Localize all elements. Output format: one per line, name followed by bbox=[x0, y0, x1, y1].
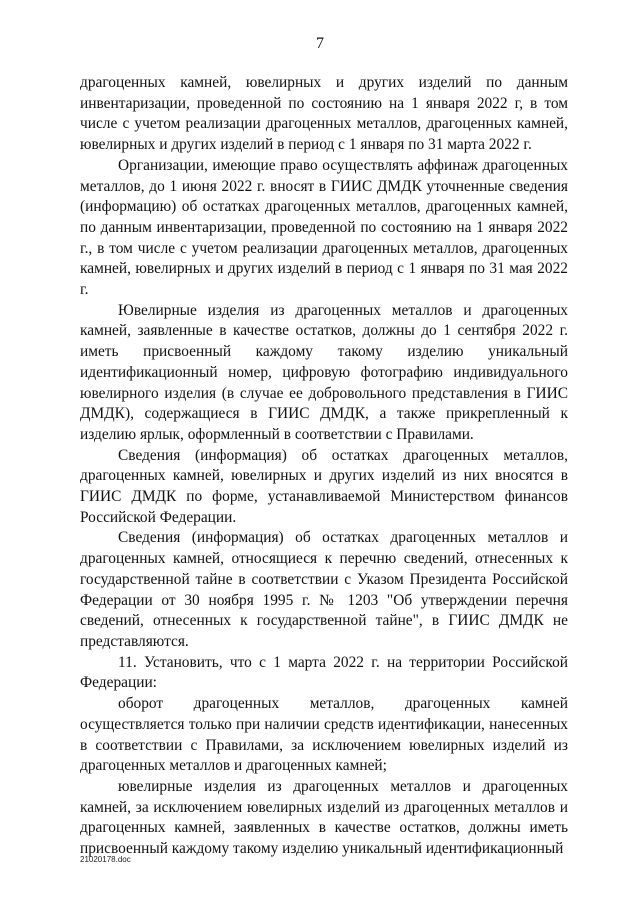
paragraph-refinery-organizations: Организации, имеющие право осуществлять аффинаж драгоценных металлов, до 1 июня 2022 г. вносят в ГИИС ДМДК уточненные сведения (информацию) об остатках драгоценных металлов, драгоценных камней, по данным инвентаризации, проведенной по состоянию на 1 января 2022 г., в том числе с учетом реализации драгоценных металлов, драгоценных камней, ювелирных и других изделий в период с 1 января по 31 мая 2022 г. bbox=[80, 156, 568, 299]
document-body bbox=[80, 73, 568, 860]
paragraph-item-11: 11. Установить, что с 1 марта 2022 г. на территории Российской Федерации: bbox=[80, 653, 568, 692]
page-number: 7 bbox=[316, 35, 324, 52]
paragraph-circulation: оборот драгоценных металлов, драгоценных камней осуществляется только при наличии средств идентификации, нанесенных в соответствии с Правилами, за исключением ювелирных изделий из драгоценных металлов и драгоценных камней; bbox=[80, 695, 568, 775]
paragraph-continuation: драгоценных камней, ювелирных и других изделий по данным инвентаризации, проведенной по состоянию на 1 января 2022 г, в том числе с учетом реализации драгоценных металлов, драгоценных камней, ювелирных и других изделий в период с 1 января по 31 марта 2022 г. bbox=[80, 74, 568, 154]
paragraph-state-secret: Сведения (информация) об остатках драгоценных металлов и драгоценных камней, относящиеся к перечню сведений, отнесенных к государственной тайне в соответствии с Указом Президента Российской Федерации от 30 ноября 1995 г. № 1203 "Об утверждении перечня сведений, отнесенных к государственной тайне", в ГИИС ДМДК не представляются. bbox=[80, 529, 568, 650]
paragraph-remnants-form: Сведения (информация) об остатках драгоценных металлов, драгоценных камней, ювелирных и других изделий из них вносятся в ГИИС ДМДК по форме, устанавливаемой Министерством финансов Российской Федерации. bbox=[80, 446, 568, 526]
paragraph-jewelry-identification: ювелирные изделия из драгоценных металлов и драгоценных камней, за исключением ювелирных изделий из драгоценных металлов и драгоценных камней, заявленных в качестве остатков, должны иметь присвоенный каждому такому изделию уникальный идентификационный bbox=[80, 777, 568, 858]
paragraph-jewelry-remnants: Ювелирные изделия из драгоценных металлов и драгоценных камней, заявленные в качестве остатков, должны до 1 сентября 2022 г. иметь присвоенный каждому такому изделию уникальный идентификационный номер, цифровую фотографию индивидуального ювелирного изделия (в случае ее добровольного представления в ГИИС ДМДК), содержащиеся в ГИИС ДМДК, а также прикрепленный к изделию ярлык, оформленный в соответствии с Правилами. bbox=[80, 301, 568, 443]
footer-filename: 21020178.doc bbox=[80, 855, 131, 864]
